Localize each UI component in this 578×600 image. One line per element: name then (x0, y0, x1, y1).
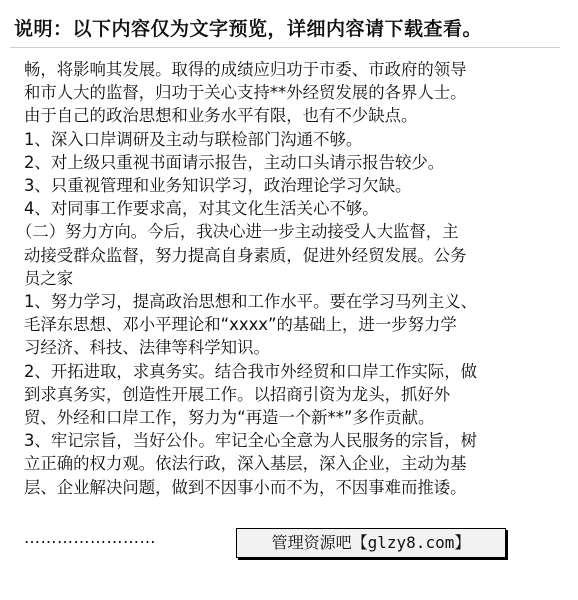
text-line: 层、企业解决问题，做到不因事小而不为，不因事难而推诿。 (24, 477, 467, 497)
site-watermark (236, 528, 506, 558)
list-item: 2、开拓进取，求真务实。结合我市外经贸和口岸工作实际，做 (24, 361, 477, 381)
text-line: 立正确的权力观。依法行政，深入基层，深入企业，主动为基 (24, 454, 467, 474)
text-line: 到求真务实，创造性开展工作。以招商引资为龙头，抓好外 (24, 384, 451, 404)
watermark-suffix: 】 (454, 533, 471, 552)
list-item: 4、对同事工作要求高，对其文化生活关心不够。 (24, 199, 379, 219)
section-heading-line: （二）努力方向。今后，我决心进一步主动接受人大监督，主 (16, 222, 459, 242)
text-line: 动接受群众监督，努力提高自身素质，促进外经贸发展。公务 (24, 245, 467, 265)
list-item: 3、牢记宗旨，当好公仆。牢记全心全意为人民服务的宗旨，树 (24, 431, 477, 451)
continuation-dots: …………………… (24, 528, 156, 547)
document-body (16, 58, 564, 499)
list-item: 2、对上级只重视书面请示报告，主动口头请示报告较少。 (24, 152, 445, 172)
preview-notice: 说明：以下内容仅为文字预览，详细内容请下载查看。 (14, 18, 483, 40)
header-divider (10, 47, 560, 48)
text-line: 畅，将影响其发展。取得的成绩应归功于市委、市政府的领导 (24, 60, 467, 79)
text-line: 贸、外经和口岸工作，努力为“再造一个新**”多作贡献。 (24, 408, 435, 428)
watermark-site: glzy8.com (367, 533, 455, 552)
list-item: 1、努力学习，提高政治思想和工作水平。要在学习马列主义、 (24, 292, 477, 312)
list-item: 3、只重视管理和业务知识学习，政治理论学习欠缺。 (24, 176, 412, 196)
text-line: 习经济、科技、法律等科学知识。 (24, 338, 270, 358)
list-item: 1、深入口岸调研及主动与联检部门沟通不够。 (24, 129, 363, 149)
text-line: 员之家 (24, 268, 74, 288)
watermark-prefix: 管理资源吧【 (271, 533, 368, 552)
text-line: 和市人大的监督，归功于关心支持**外经贸发展的各界人士。 (24, 83, 467, 103)
text-line: 由于自己的政治思想和业务水平有限，也有不少缺点。 (24, 106, 418, 126)
text-line: 毛泽东思想、邓小平理论和“xxxx”的基础上，进一步努力学 (24, 315, 457, 335)
